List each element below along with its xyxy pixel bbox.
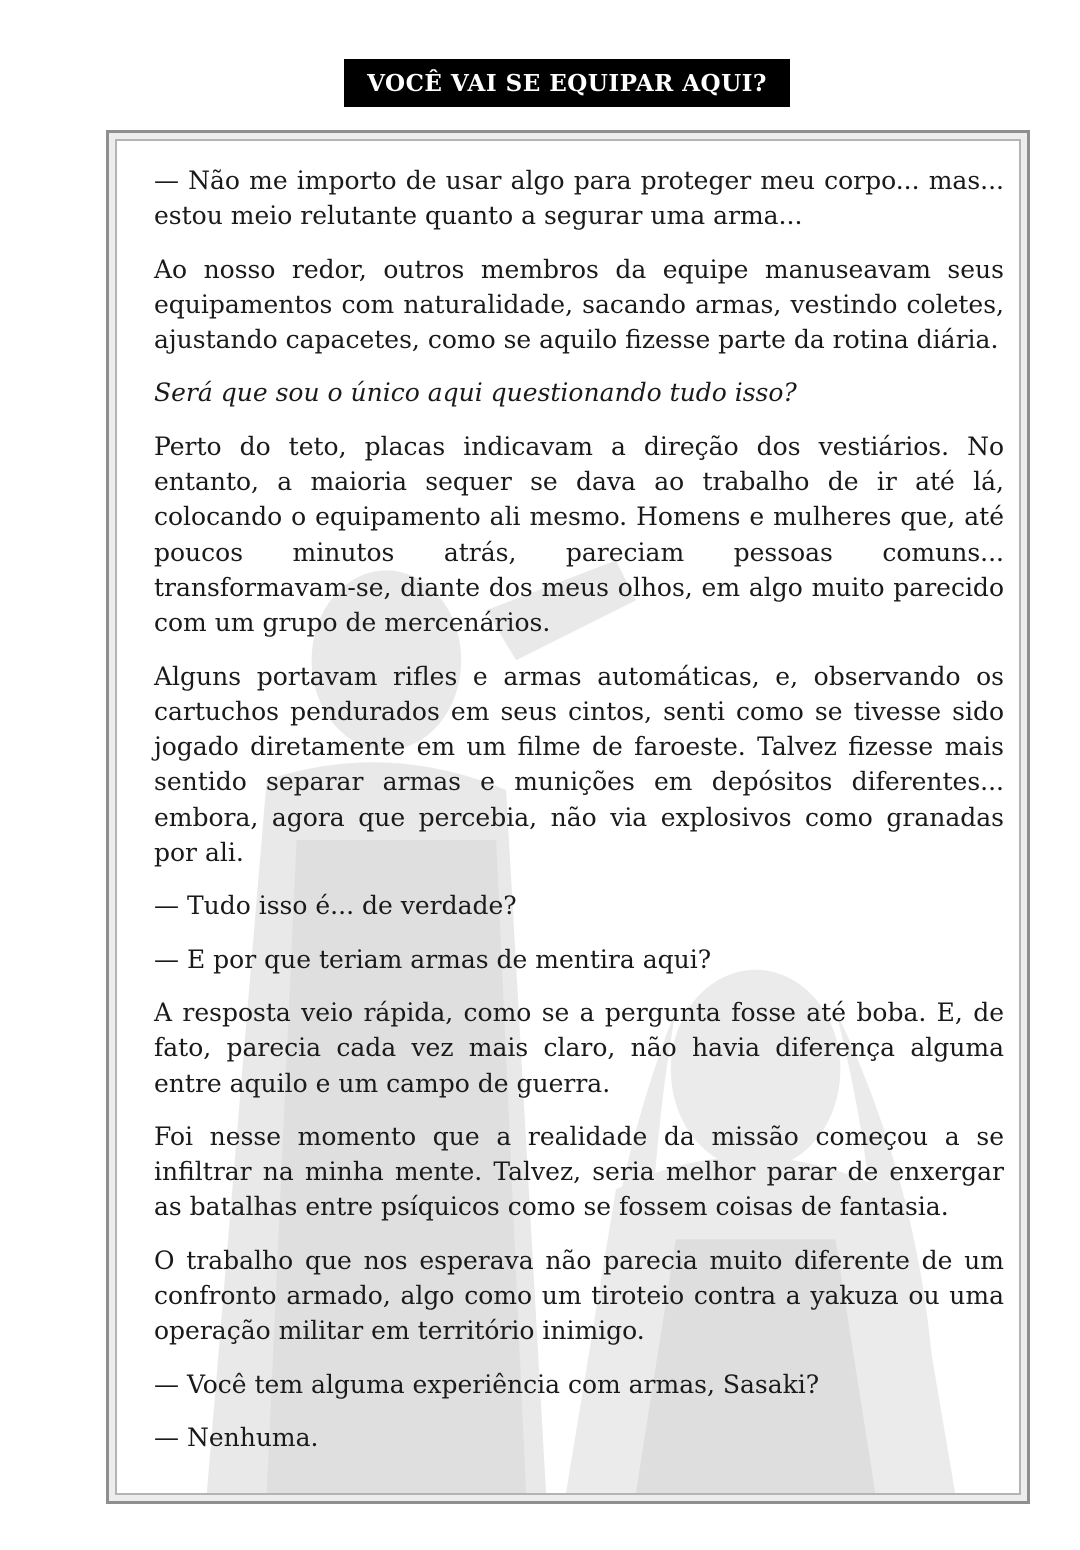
story-text [154, 163, 1004, 1473]
chapter-title: VOCÊ VAI SE EQUIPAR AQUI? [344, 59, 790, 107]
paragraph-2: Ao nosso redor, outros membros da equipe manuseavam seus equipamentos com naturalidade, sacando armas, vestindo coletes, ajustando capacetes, como se aquilo fizesse parte da rotina diária. [154, 254, 1004, 355]
text-frame-inner [115, 139, 1021, 1495]
paragraph-9: Foi nesse momento que a realidade da missão começou a se infiltrar na minha mente. Talvez, seria melhor parar de enxergar as batalhas entre psíquicos como se fossem coisas de fantasia. [154, 1121, 1004, 1222]
paragraph-10: O trabalho que nos esperava não parecia muito diferente de um confronto armado, algo como um tiroteio contra a yakuza ou uma operação militar em território inimigo. [154, 1245, 1004, 1346]
paragraph-7-dialogue: — E por que teriam armas de mentira aqui? [154, 944, 712, 974]
paragraph-6-dialogue: — Tudo isso é... de verdade? [154, 891, 517, 921]
paragraph-5: Alguns portavam rifles e armas automáticas, e, observando os cartuchos pendurados em seus cintos, senti como se tivesse sido jogado diretamente em um filme de faroeste. Talvez fizesse mais sentido separar armas e munições em depósitos diferentes... embora, agora que percebia, não via explosivos como granadas por ali. [154, 661, 1004, 868]
paragraph-4: Perto do teto, placas indicavam a direção dos vestiários. No entanto, a maioria sequer se dava ao trabalho de ir até lá, colocando o equipamento ali mesmo. Homens e mulheres que, até poucos minutos atrás, pareciam pessoas comuns... transformavam-se, diante dos meus olhos, em algo muito parecido com um grupo de mercenários. [154, 431, 1004, 638]
text-frame [106, 130, 1030, 1504]
paragraph-1: — Não me importo de usar algo para proteger meu corpo... mas... estou meio relutante quanto a segurar uma arma... [154, 166, 1004, 231]
paragraph-3-thought: Será que sou o único aqui questionando tudo isso? [154, 378, 797, 408]
paragraph-12-dialogue: — Nenhuma. [154, 1422, 319, 1452]
paragraph-11-dialogue: — Você tem alguma experiência com armas, Sasaki? [154, 1369, 820, 1399]
paragraph-8: A resposta veio rápida, como se a pergunta fosse até boba. E, de fato, parecia cada vez mais claro, não havia diferença alguma entre aquilo e um campo de guerra. [154, 997, 1004, 1098]
